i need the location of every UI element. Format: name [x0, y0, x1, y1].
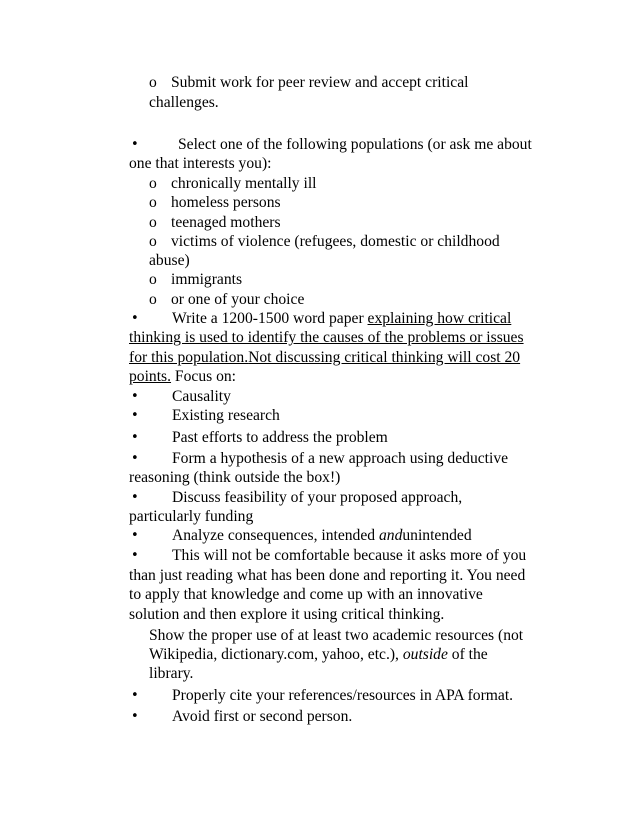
peer-review-text: Submit work for peer review and accept critical [171, 74, 469, 91]
population-option [149, 174, 589, 194]
population-option-cont: abuse) [149, 252, 190, 269]
paper-emphasis-text: explaining how critical [367, 310, 512, 327]
paper-emphasis-text: points. [129, 368, 172, 385]
peer-review-text-cont: challenges. [149, 94, 219, 111]
sub-bullet-marker: o [149, 194, 157, 211]
focus-item-comfort: This will not be comfortable because it asks more of you [172, 547, 527, 564]
bullet-icon: • [131, 688, 139, 703]
bullet-icon: • [131, 408, 139, 423]
resources-instruction: Show the proper use of at least two academic resources (not [149, 627, 524, 644]
focus-item-consequences [172, 526, 612, 546]
bullet-icon: • [131, 490, 139, 505]
consequences-emphasis: and [378, 527, 403, 544]
paper-instruction [172, 309, 612, 329]
focus-item-past-efforts: Past efforts to address the problem [172, 429, 388, 446]
cite-instruction: Properly cite your references/resources in APA format. [172, 687, 514, 704]
consequences-text: Analyze consequences, intended [172, 527, 379, 544]
bullet-icon: • [131, 528, 139, 543]
paper-penalty-text: Not discussing critical thinking will cost 20 [248, 349, 521, 366]
sub-bullet-marker: o [149, 214, 157, 231]
resources-text: Wikipedia, dictionary.com, yahoo, etc.), [149, 646, 403, 663]
peer-review-item [149, 73, 589, 93]
sub-bullet-marker: o [149, 271, 157, 288]
focus-item-feasibility: Discuss feasibility of your proposed approach, [172, 489, 463, 506]
bullet-icon: • [131, 430, 139, 445]
focus-item-comfort-cont: to apply that knowledge and come up with an innovative [129, 586, 483, 603]
population-option-text: chronically mentally ill [171, 175, 317, 192]
population-option-text: or one of your choice [171, 291, 305, 308]
bullet-icon: • [131, 311, 139, 326]
focus-item-hypothesis: Form a hypothesis of a new approach using deductive [172, 450, 509, 467]
population-option-text: immigrants [171, 271, 243, 288]
population-option [149, 290, 589, 310]
sub-bullet-marker: o [149, 74, 157, 91]
focus-intro-text: Focus on: [171, 368, 237, 385]
bullet-icon: • [131, 451, 139, 466]
bullet-icon: • [131, 137, 139, 152]
populations-instruction-cont: one that interests you): [129, 155, 272, 172]
focus-item-causality: Causality [172, 388, 231, 405]
populations-instruction: Select one of the following populations (or ask me about [178, 136, 532, 153]
paper-emphasis-text: thinking is used to identify the causes of the problems or issues [129, 329, 524, 346]
focus-item-hypothesis-cont: reasoning (think outside the box!) [129, 469, 341, 486]
sub-bullet-marker: o [149, 291, 157, 308]
resources-emphasis: outside [402, 646, 448, 663]
population-option-text: victims of violence (refugees, domestic or childhood [171, 233, 500, 250]
population-option [149, 270, 589, 290]
consequences-text-end: unintended [402, 527, 472, 544]
focus-item-comfort-cont: solution and then explore it using critical thinking. [129, 606, 445, 623]
resources-instruction-cont: library. [149, 665, 194, 682]
sub-bullet-marker: o [149, 175, 157, 192]
resources-instruction-line [149, 645, 589, 665]
bullet-icon: • [131, 548, 139, 563]
focus-item-research: Existing research [172, 407, 280, 424]
paper-emphasis-text: for this population. [129, 349, 249, 366]
population-option-text: homeless persons [171, 194, 281, 211]
population-option [149, 213, 589, 233]
bullet-icon: • [131, 389, 139, 404]
focus-item-feasibility-cont: particularly funding [129, 508, 254, 525]
resources-text-end: of the [447, 646, 488, 663]
paper-instruction-line [129, 367, 569, 387]
population-option [149, 232, 589, 252]
population-option [149, 193, 589, 213]
paper-instruction-text: Write a 1200-1500 word paper [172, 310, 368, 327]
population-option-text: teenaged mothers [171, 214, 281, 231]
sub-bullet-marker: o [149, 233, 157, 250]
paper-instruction-line [129, 348, 569, 368]
person-instruction: Avoid first or second person. [172, 708, 353, 725]
bullet-icon: • [131, 709, 139, 724]
focus-item-comfort-cont: than just reading what has been done and reporting it. You need [129, 567, 526, 584]
